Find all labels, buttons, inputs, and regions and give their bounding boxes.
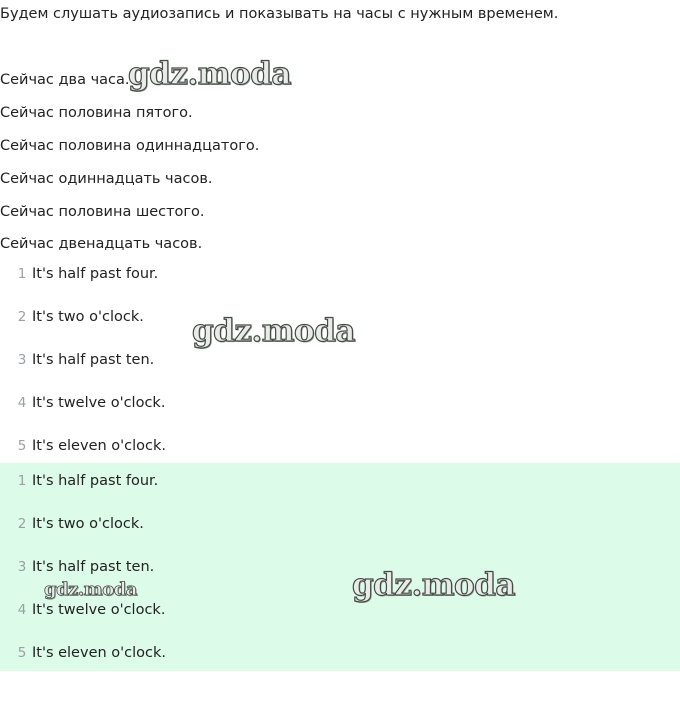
english-list — [0, 262, 680, 463]
item-number: 3 — [17, 559, 27, 575]
list-item — [0, 642, 166, 664]
task-intro: Будем слушать аудиозапись и показывать на часы с нужным временем. — [0, 6, 559, 22]
item-text: It's half past four. — [32, 266, 159, 282]
item-text: It's eleven o'clock. — [32, 645, 166, 661]
list-item — [0, 263, 158, 285]
list-item — [0, 435, 166, 457]
watermark-logo: gdz.moda — [44, 579, 137, 600]
item-number: 4 — [17, 602, 27, 618]
russian-line: Сейчас половина шестого. — [0, 204, 205, 220]
russian-line: Сейчас половина одиннадцатого. — [0, 138, 260, 154]
list-item — [0, 349, 154, 371]
russian-line: Сейчас одиннадцать часов. — [0, 171, 213, 187]
item-number: 4 — [17, 395, 27, 411]
item-text: It's twelve o'clock. — [32, 602, 166, 618]
item-number: 5 — [17, 438, 27, 454]
list-item — [0, 556, 154, 578]
list-item — [0, 513, 144, 535]
item-number: 2 — [17, 309, 27, 325]
item-number: 3 — [17, 352, 27, 368]
russian-line: Сейчас половина пятого. — [0, 105, 193, 121]
item-text: It's two o'clock. — [32, 516, 144, 532]
item-number: 1 — [17, 266, 27, 282]
watermark-logo: gdz.moda — [128, 56, 291, 92]
list-item — [0, 306, 144, 328]
russian-line: Сейчас два часа. — [0, 72, 130, 88]
list-item — [0, 470, 158, 492]
watermark-logo: gdz.moda — [352, 567, 515, 603]
item-text: It's twelve o'clock. — [32, 395, 166, 411]
item-text: It's half past ten. — [32, 352, 155, 368]
russian-line: Сейчас двенадцать часов. — [0, 236, 203, 252]
answer-list — [0, 463, 680, 671]
item-text: It's half past ten. — [32, 559, 155, 575]
list-item — [0, 392, 165, 414]
item-number: 2 — [17, 516, 27, 532]
watermark-logo: gdz.moda — [192, 313, 355, 349]
item-text: It's eleven o'clock. — [32, 438, 166, 454]
item-number: 1 — [17, 473, 27, 489]
list-item — [0, 599, 165, 621]
item-text: It's half past four. — [32, 473, 159, 489]
item-number: 5 — [17, 645, 27, 661]
item-text: It's two o'clock. — [32, 309, 144, 325]
